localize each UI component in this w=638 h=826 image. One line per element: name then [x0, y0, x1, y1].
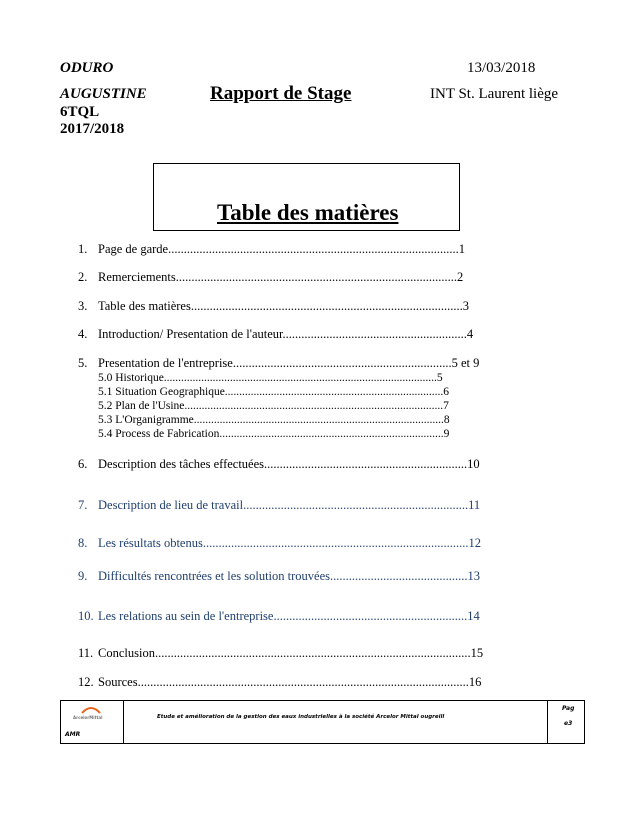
toc-num: 12. — [78, 675, 94, 689]
toc-text: Presentation de l'entreprise......................................................................5 et 9 — [98, 356, 480, 370]
toc-text: Description de lieu de travail........................................................................11 — [98, 498, 481, 512]
toc-num: 4. — [78, 327, 88, 341]
toc-text: Les résultats obtenus.....................................................................................12 — [98, 536, 481, 550]
toc-text: Remerciements..........................................................................................2 — [98, 270, 464, 284]
toc-num: 7. — [78, 498, 88, 512]
toc-title-box — [153, 163, 460, 231]
toc-num: 6. — [78, 457, 88, 471]
toc-item-6[interactable] — [78, 457, 480, 472]
toc-item-8[interactable] — [78, 536, 481, 551]
toc-num: 8. — [78, 536, 88, 550]
page-number: e3 — [564, 720, 573, 727]
toc-item-9[interactable] — [78, 569, 480, 584]
toc-text: Les relations au sein de l'entreprise..............................................................14 — [98, 609, 480, 623]
toc-item-1[interactable] — [78, 242, 465, 257]
author-first-name: ODURO — [60, 60, 114, 76]
toc-item-11[interactable] — [78, 646, 483, 661]
toc-item-10[interactable] — [78, 609, 480, 624]
page-footer — [60, 700, 585, 744]
author-last-name: AUGUSTINE — [60, 86, 147, 102]
toc-num: 9. — [78, 569, 88, 583]
footer-description: Etude et amélioration de la gestion des eaux industrielles à la société Arcelor Mittal ougreill — [157, 714, 445, 720]
toc-subitem-5-4[interactable]: 5.4 Process de Fabrication..............................................................................9 — [98, 428, 450, 440]
toc-item-7[interactable] — [78, 498, 480, 513]
class-label: 6TQL — [60, 104, 100, 120]
page-label: Pag — [562, 705, 575, 712]
toc-num: 11. — [78, 646, 94, 660]
toc-text: Page de garde.............................................................................................1 — [98, 242, 465, 256]
toc-text: Introduction/ Presentation de l'auteur...........................................................4 — [98, 327, 474, 341]
toc-subitem-5-2[interactable]: 5.2 Plan de l'Usine..........................................................................................7 — [98, 400, 449, 412]
toc-item-2[interactable] — [78, 270, 463, 285]
report-title: Rapport de Stage — [210, 83, 352, 104]
toc-num: 10. — [78, 609, 94, 623]
toc-num: 1. — [78, 242, 88, 256]
toc-item-12[interactable] — [78, 675, 481, 690]
toc-text: Conclusion.....................................................................................................15 — [98, 646, 484, 660]
toc-item-3[interactable] — [78, 299, 469, 314]
footer-initials: AMR — [65, 731, 81, 738]
toc-subitem-5-1[interactable]: 5.1 Situation Geographique............................................................................6 — [98, 386, 450, 398]
toc-num: 3. — [78, 299, 88, 313]
school-year: 2017/2018 — [60, 121, 125, 137]
toc-text: Description des tâches effectuées.................................................................10 — [98, 457, 480, 471]
report-date: 13/03/2018 — [467, 60, 536, 76]
toc-num: 5. — [78, 356, 88, 370]
toc-num: 2. — [78, 270, 88, 284]
toc-text: Sources..........................................................................................................16 — [98, 675, 482, 689]
toc-item-4[interactable] — [78, 327, 473, 342]
toc-text: Table des matières.......................................................................................3 — [98, 299, 469, 313]
toc-subitem-5-3[interactable]: 5.3 L'Organigramme.......................................................................................8 — [98, 414, 450, 426]
footer-logo-cell — [61, 701, 124, 743]
logo-text: ArcelorMittal — [73, 715, 103, 720]
school-name: INT St. Laurent liège — [430, 86, 559, 102]
toc-subitem-5-0[interactable]: 5.0 Historique...............................................................................................5 — [98, 372, 443, 384]
toc-text: Difficultés rencontrées et les solution trouvées............................................13 — [98, 569, 480, 583]
toc-title: Table des matières — [217, 200, 399, 225]
arcelormittal-logo-icon — [81, 705, 101, 714]
toc-item-5[interactable] — [78, 356, 479, 371]
footer-page-cell — [547, 701, 584, 743]
